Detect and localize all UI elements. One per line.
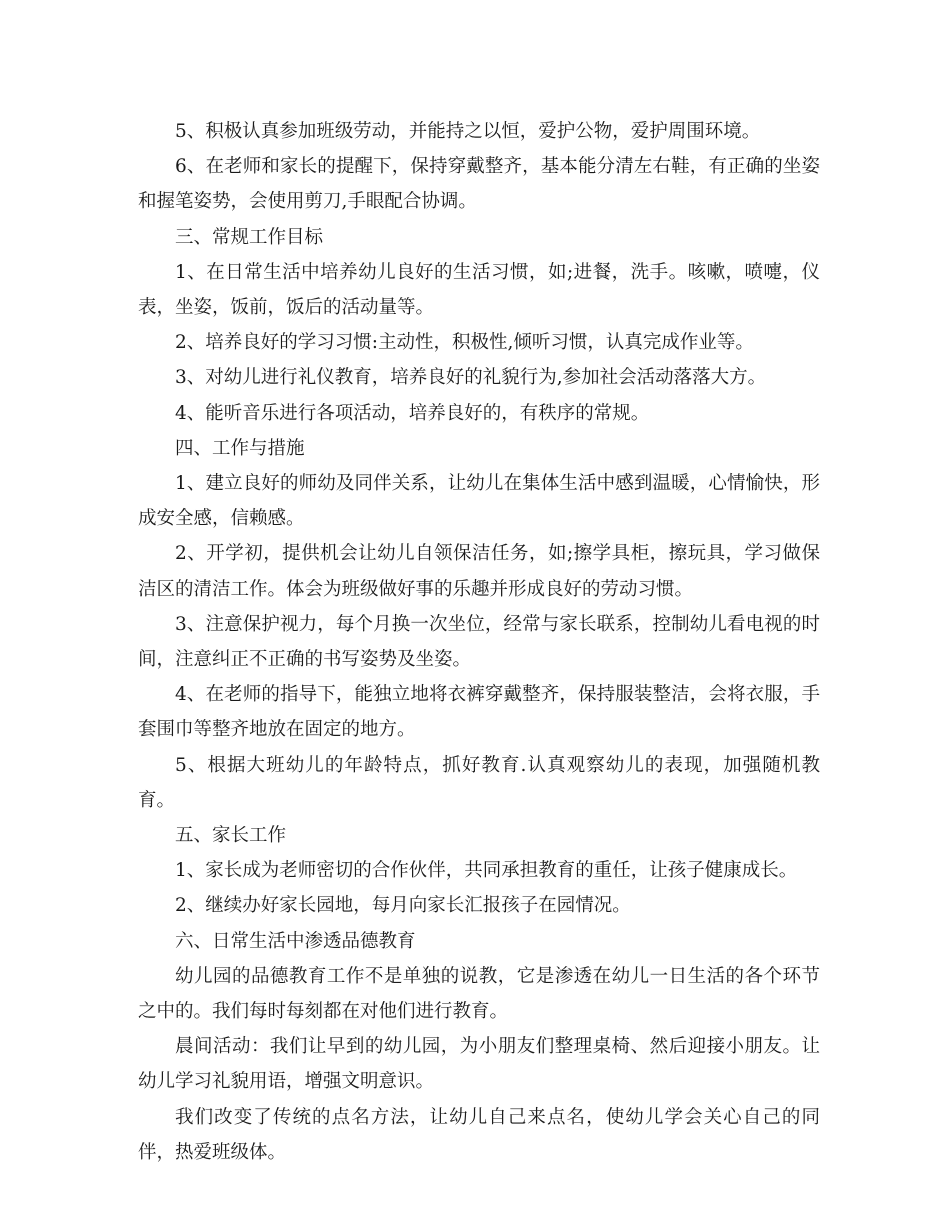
- section-heading: 四、工作与措施: [175, 437, 305, 459]
- paragraph-item: 5、根据大班幼儿的年龄特点，抓好教育.认真观察幼儿的表现，加强随机教育。: [138, 754, 820, 811]
- paragraph-item: 4、在老师的指导下，能独立地将衣裤穿戴整齐，保持服装整洁，会将衣服，手套围巾等整齐地放在固定的地方。: [138, 684, 820, 741]
- paragraph-item: 晨间活动：我们让早到的幼儿园，为小朋友们整理桌椅、然后迎接小朋友。让幼儿学习礼貌用语，增强文明意识。: [138, 1036, 820, 1093]
- paragraph-item: 1、在日常生活中培养幼儿良好的生活习惯，如;进餐，洗手。咳嗽，喷嚏，仪表，坐姿，饭前，饭后的活动量等。: [138, 261, 820, 319]
- section-heading: 三、常规工作目标: [175, 226, 324, 248]
- paragraph-item: 5、积极认真参加班级劳动，并能持之以恒，爱护公物，爱护周围环境。: [175, 121, 761, 142]
- section-heading: 六、日常生活中渗透品德教育: [175, 930, 416, 952]
- paragraph-item: 2、开学初，提供机会让幼儿自领保洁任务，如;擦学具柜，擦玩具，学习做保洁区的清洁工作。体会为班级做好事的乐趣并形成良好的劳动习惯。: [138, 543, 820, 600]
- paragraph-item: 2、培养良好的学习习惯:主动性，积极性,倾听习惯，认真完成作业等。: [175, 332, 754, 354]
- document-body: [138, 114, 820, 1170]
- paragraph-item: 4、能听音乐进行各项活动，培养良好的，有秩序的常规。: [175, 402, 650, 424]
- paragraph-item: 我们改变了传统的点名方法，让幼儿自己来点名，使幼儿学会关心自己的同伴，热爱班级体。: [138, 1106, 820, 1163]
- paragraph-item: 1、家长成为老师密切的合作伙伴，共同承担教育的重任，让孩子健康成长。: [175, 860, 798, 882]
- paragraph-item: 3、对幼儿进行礼仪教育，培养良好的礼貌行为,参加社会活动落落大方。: [175, 367, 767, 389]
- section-heading: 五、家长工作: [175, 825, 287, 847]
- paragraph-item: 3、注意保护视力，每个月换一次坐位，经常与家长联系，控制幼儿看电视的时间，注意纠正不正确的书写姿势及坐姿。: [138, 613, 820, 671]
- paragraph-item: 1、建立良好的师幼及同伴关系，让幼儿在集体生活中感到温暖，心情愉快，形成安全感，信赖感。: [138, 473, 820, 530]
- paragraph-item: 幼儿园的品德教育工作不是单独的说教，它是渗透在幼儿一日生活的各个环节之中的。我们每时每刻都在对他们进行教育。: [138, 965, 820, 1023]
- paragraph-item: 6、在老师和家长的提醒下，保持穿戴整齐，基本能分清左右鞋，有正确的坐姿和握笔姿势，会使用剪刀,手眼配合协调。: [138, 156, 820, 213]
- paragraph-item: 2、继续办好家长园地，每月向家长汇报孩子在园情况。: [175, 895, 631, 917]
